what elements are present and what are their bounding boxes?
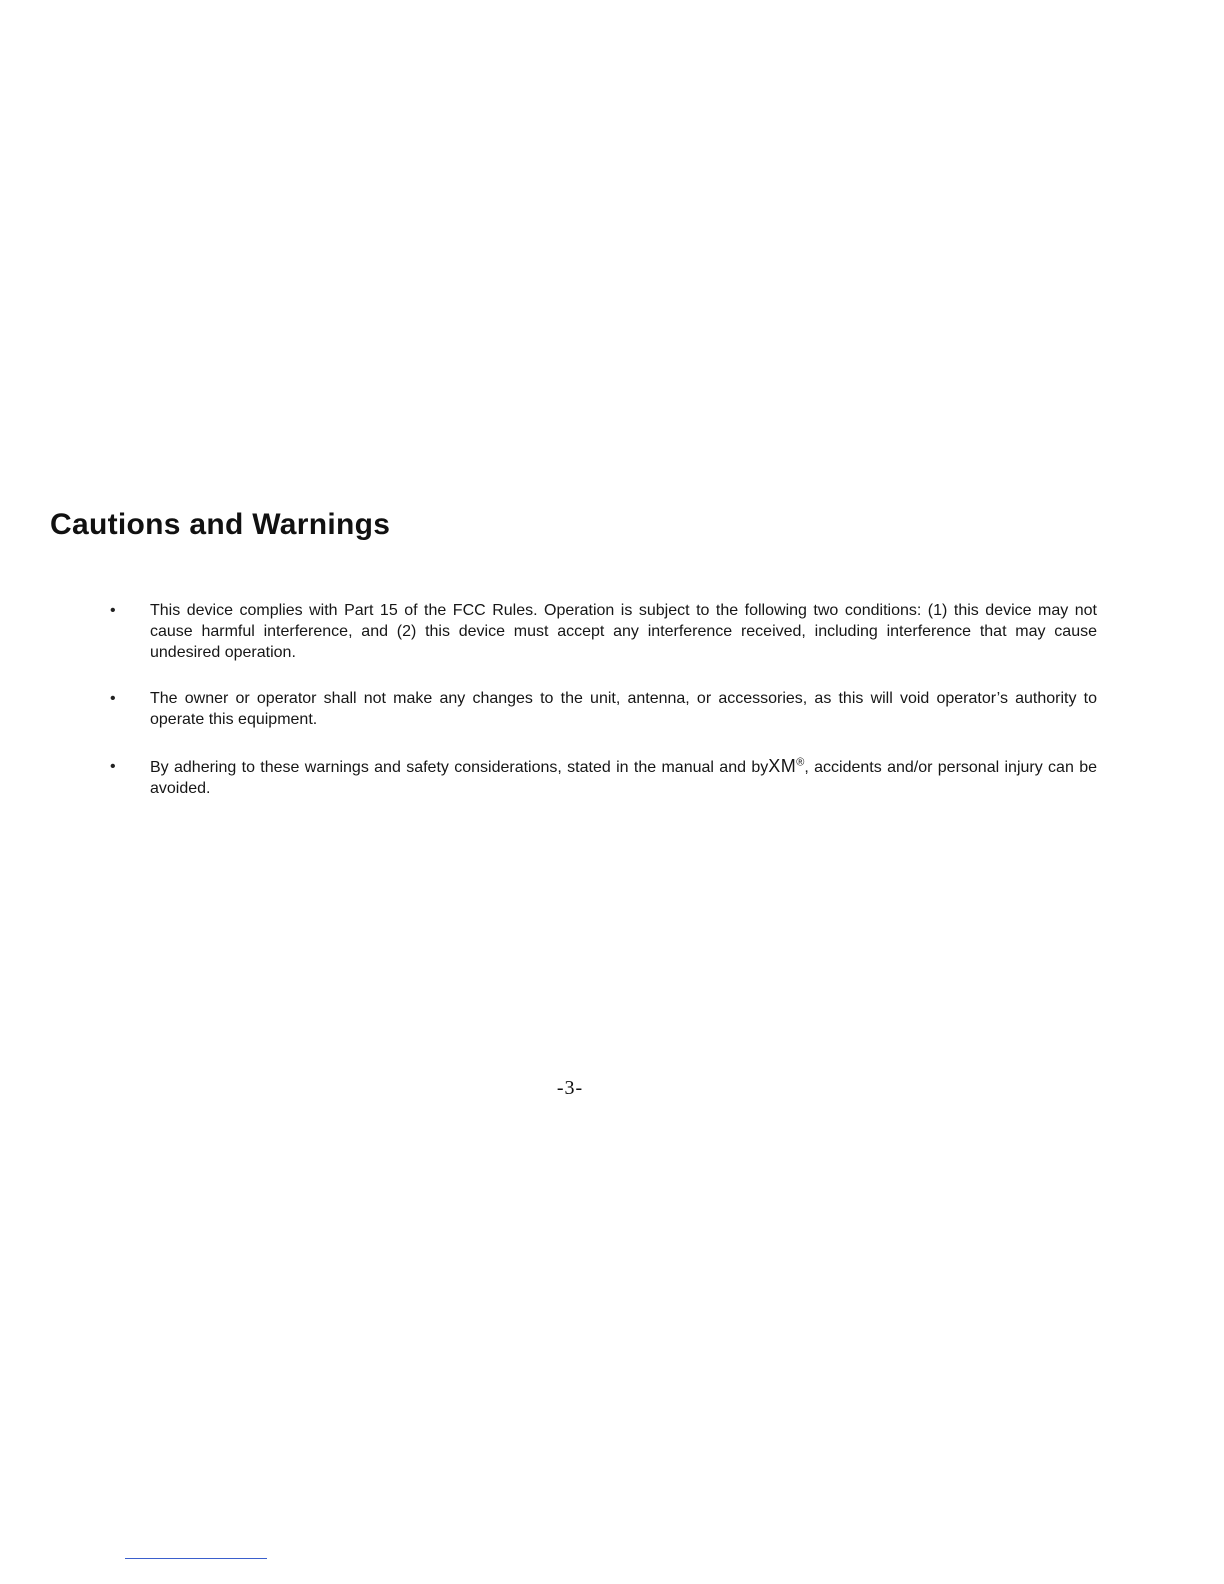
safety-adherence-text <box>150 756 1097 799</box>
registered-trademark-icon: ® <box>796 756 805 769</box>
xm-brand: XM <box>768 756 797 776</box>
bullet-icon: • <box>110 602 116 619</box>
bullet-icon: • <box>110 758 116 775</box>
fcc-compliance-text: This device complies with Part 15 of the FCC Rules. Operation is subject to the following two conditions: (1) this device may not cause harmful interference, and (2) this device must accept any interference received, including interference that may cause undesired operation. <box>150 602 1097 661</box>
safety-text-start: By adhering to these warnings and safety considerations, stated in the manual and by <box>150 759 769 776</box>
page-number: -3- <box>556 1077 584 1099</box>
bullet-icon: • <box>110 690 116 707</box>
safety-text-end: , accidents and/or personal injury can be avoided. <box>150 759 1097 797</box>
section-heading: Cautions and Warnings <box>50 508 391 541</box>
footer-rule <box>125 1558 267 1559</box>
modification-warning-text: The owner or operator shall not make any changes to the unit, antenna, or accessories, as this will void operator’s authority to operate this equipment. <box>150 690 1097 728</box>
